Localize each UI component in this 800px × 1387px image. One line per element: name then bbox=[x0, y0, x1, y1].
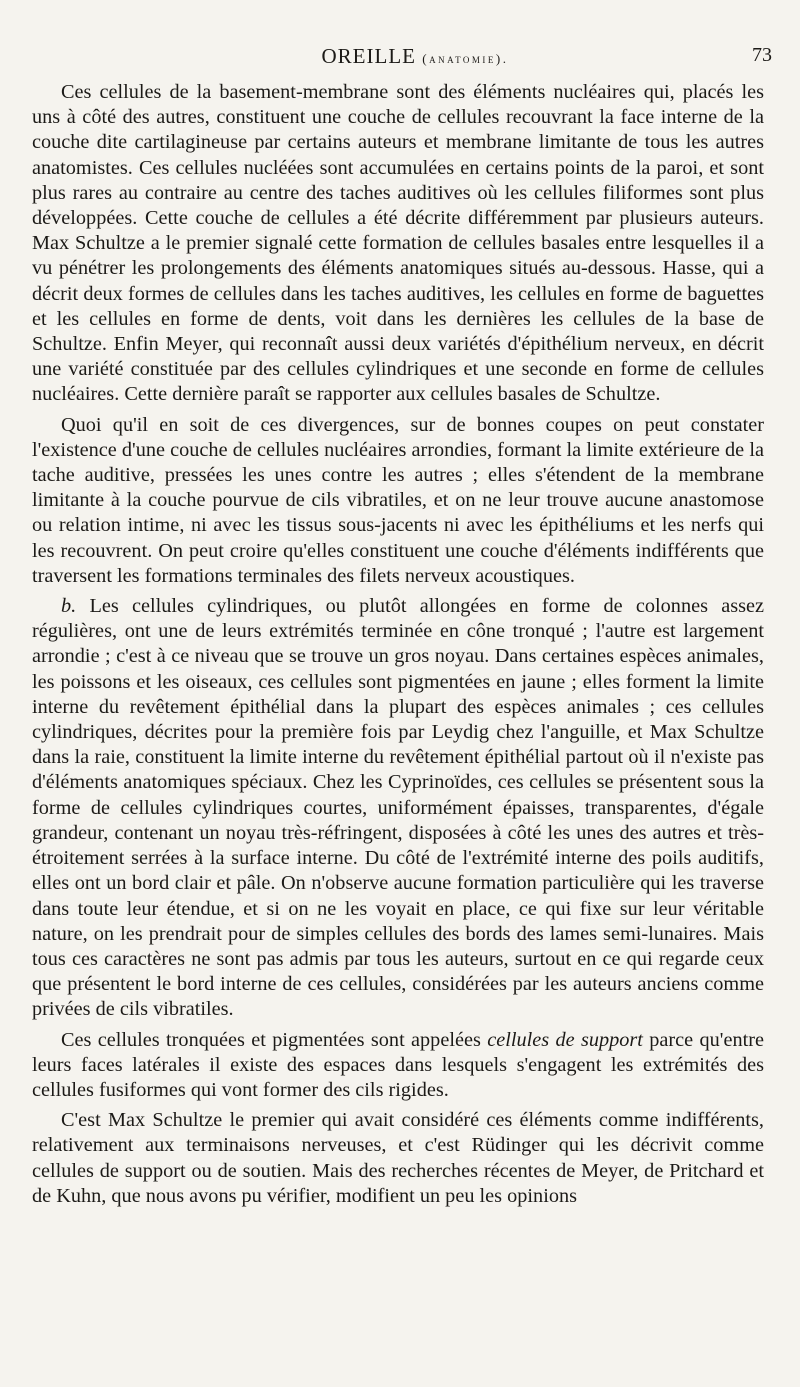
page-number: 73 bbox=[752, 44, 772, 66]
running-header bbox=[58, 44, 772, 74]
paragraph-3-text: Les cellules cylindriques, ou plutôt allongées en forme de colonnes assez régulières, ont une de leurs extrémités terminée en cône tronqué ; l'autre est largement arrondie ; c'est à ce niveau que se trouve un gros noyau. Dans certaines espèces animales, les poissons et les oiseaux, ces cellules sont pigmentées en jaune ; elles forment la limite interne du revêtement épithélial dans la plupart des espèces animales ; ces cellules cylindriques, décrites pour la première fois par Leydig chez l'anguille, et Max Schultze dans la raie, constituent la limite interne du revêtement épithélial partout où il n'existe pas d'éléments anatomiques spéciaux. Chez les Cyprinoïdes, ces cellules se présentent sous la forme de cellules cylindriques courtes, uniformément épaisses, transparentes, d'égale grandeur, contenant un noyau très-réfringent, disposées à côté les unes des autres et très-étroitement serrées à la surface interne. Du côté de l'extrémité interne des poils auditifs, elles ont un bord clair et pâle. On n'observe aucune formation particulière qui les traverse dans toute leur étendue, et si on ne les voyait en place, ce qui fixe sur leur véritable nature, on les prendrait pour de simples cellules des bords des lames semi-lunaires. Mais tous ces caractères ne sont pas admis par tous les auteurs, surtout en ce qui regarde ceux que présentent le bord interne de ces cellules, considérées par les auteurs anciens comme privées de cils vibratiles. bbox=[32, 595, 764, 1021]
paragraph-4-italic-term: cellules de support bbox=[487, 1028, 643, 1051]
paragraph-4-text-after: parce qu'entre leurs faces latérales il existe des espaces dans lesquels s'engagent les extrémités des cellules fusiformes qui vont former des cils rigides. bbox=[32, 1028, 764, 1101]
running-title bbox=[58, 44, 772, 69]
header-title: OREILLE bbox=[321, 44, 416, 68]
header-subtitle: (anatomie). bbox=[422, 51, 509, 66]
paragraph-4 bbox=[32, 1028, 764, 1104]
paragraph-2: Quoi qu'il en soit de ces divergences, sur de bonnes coupes on peut constater l'existence d'une couche de cellules nucléaires arrondies, formant la limite extérieure de la tache auditive, pressées les unes contre les autres ; elles s'étendent de la membrane limitante à la couche pourvue de cils vibratiles, et on ne leur trouve aucune anastomose ou relation intime, ni avec les tissus sous-jacents ni avec les épithéliums et les nerfs qui les recouvrent. On peut croire qu'elles constituent une couche d'éléments indifférents que traversent les formations terminales des filets nerveux acoustiques. bbox=[32, 413, 764, 587]
body-text bbox=[32, 80, 764, 1209]
paragraph-3-lead: b. bbox=[61, 595, 77, 618]
paragraph-5: C'est Max Schultze le premier qui avait considéré ces éléments comme indifférents, relativement aux terminaisons nerveuses, et c'est Rüdinger qui les décrivit comme cellules de support ou de soutien. Mais des recherches récentes de Meyer, de Pritchard et de Kuhn, que nous avons pu vérifier, modifient un peu les opinions bbox=[32, 1109, 764, 1207]
paragraph-4-text-before: Ces cellules tronquées et pigmentées sont appelées bbox=[61, 1028, 488, 1051]
paragraph-3 bbox=[32, 594, 764, 1022]
paragraph-1: Ces cellules de la basement-membrane sont des éléments nucléaires qui, placés les uns à côté des autres, constituent une couche de cellules recouvrant la face interne de la couche dite cartilagineuse par certains auteurs et membrane limitante de tous les autres anatomistes. Ces cellules nucléées sont accumulées en certains points de la paroi, et sont plus rares au contraire au centre des taches auditives où les cellules filiformes sont plus développées. Cette couche de cellules a été décrite différemment par plusieurs auteurs. Max Schultze a le premier signalé cette formation de cellules basales entre lesquelles il a vu pénétrer les prolongements des éléments anatomiques situés au-dessous. Hasse, qui a décrit deux formes de cellules dans les taches auditives, les cellules en forme de baguettes et les cellules en forme de dents, voit dans les dernières les cellules de la base de Schultze. Enfin Meyer, qui reconnaît aussi deux variétés d'épithélium nerveux, en décrit une variété constituée par des cellules cylindriques et une seconde en forme de cellules nucléaires. Cette dernière paraît se rapporter aux cellules basales de Schultze. bbox=[32, 81, 764, 406]
